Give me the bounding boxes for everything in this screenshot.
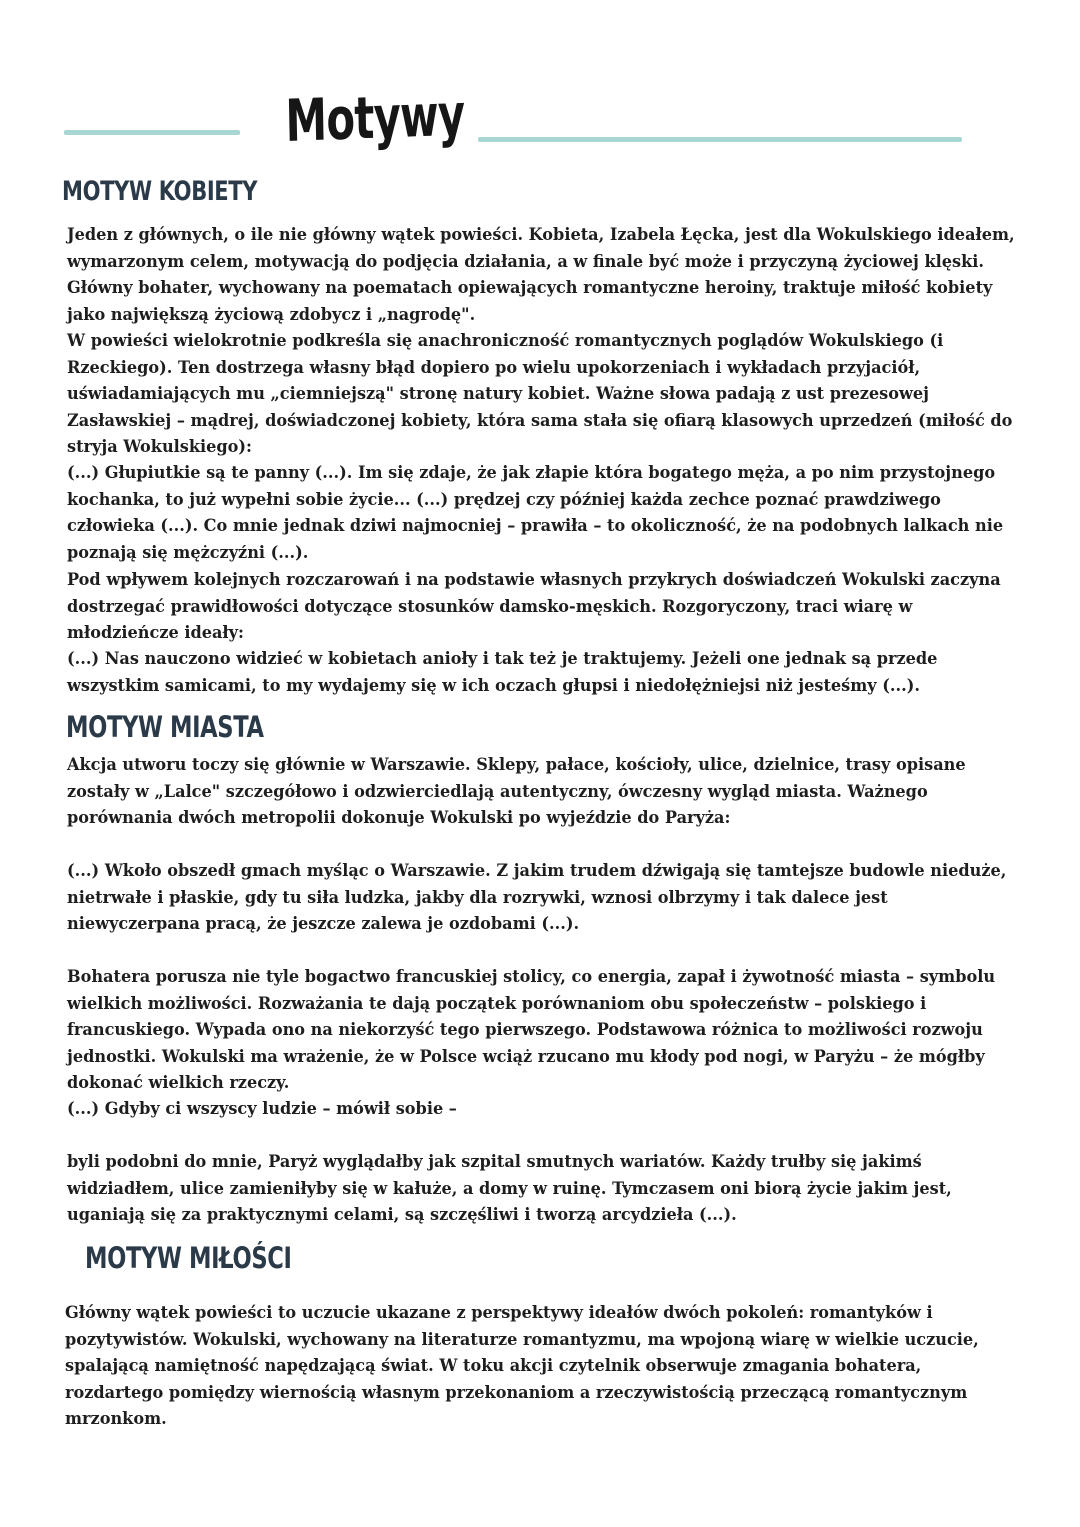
quote-paragraph: (...) Głupiutkie są te panny (...). Im się zdaje, że jak złapie która bogatego męża, a po nim przystojnego kochanka, to już wypełni sobie życie... (...) prędzej czy później każda zechce poznać prawdziwego człowieka (...). Co mnie jednak dziwi najmocniej – prawiła – to okoliczność, że na podobnych lalkach nie poznają się mężczyźni (...). [67,463,1004,563]
section-heading-milosci: MOTYW MIŁOŚCI [85,1241,292,1275]
paragraph: Główny wątek powieści to uczucie ukazane z perspektywy ideałów dwóch pokoleń: romantyków i pozytywistów. Wokulski, wychowany na literaturze romantyzmu, ma wpojoną wiarę w wielkie uczucie, spalającą namiętność napędzającą świat. W toku akcji czytelnik obserwuje zmagania bohatera, rozdartego pomiędzy wiernością własnym przekonaniom a rzeczywistością przeczącą romantycznym mrzonkom. [65,1303,979,1429]
paragraph: Bohatera porusza nie tyle bogactwo francuskiej stolicy, co energia, zapał i żywotność miasta – symbolu wielkich możliwości. Rozważania te dają początek porównaniom obu społeczeństw – polskiego i francuskiego. Wypada ono na niekorzyść tego pierwszego. Podstawowa różnica to możliwości rozwoju jednostki. Wokulski ma wrażenie, że w Polsce wciąż rzucano mu kłody pod nogi, w Paryżu – że mógłby dokonać wielkich rzeczy. [67,967,996,1093]
section-heading-kobiety: MOTYW KOBIETY [62,176,258,207]
quote-paragraph: (...) Gdyby ci wszyscy ludzie – mówił sobie – [67,1099,457,1119]
paragraph: Pod wpływem kolejnych rozczarowań i na podstawie własnych przykrych doświadczeń Wokulski zaczyna dostrzegać prawidłowości dotyczące stosunków damsko-męskich. Rozgoryczony, traci wiarę w młodzieńcze ideały: [67,570,1001,643]
title-rule-left [64,130,240,135]
paragraph: W powieści wielokrotnie podkreśla się anachroniczność romantycznych poglądów Wokulskiego (i Rzeckiego). Ten dostrzega własny błąd dopiero po wielu upokorzeniach i wykładach przyjaciół, uświadamiających mu „ciemniejszą" stronę natury kobiet. Ważne słowa padają z ust prezesowej Zasławskiej – mądrej, doświadczonej kobiety, która sama stała się ofiarą klasowych uprzedzeń (miłość do stryja Wokulskiego): [67,331,1013,457]
quote-paragraph: byli podobni do mnie, Paryż wyglądałby jak szpital smutnych wariatów. Każdy trułby się jakimś widziadłem, ulice zamieniłyby się w kałuże, a domy w ruinę. Tymczasem oni biorą życie jakim jest, uganiają się za praktycznymi celami, są szczęśliwi i tworzą arcydzieła (...). [67,1152,952,1225]
page-title: Motywy [284,80,466,155]
paragraph: Akcja utworu toczy się głównie w Warszawie. Sklepy, pałace, kościoły, ulice, dzielnice, trasy opisane zostały w „Lalce" szczegółowo i odzwierciedlają autentyczny, ówczesny wygląd miasta. Ważnego porównania dwóch metropolii dokonuje Wokulski po wyjeździe do Paryża: [67,755,966,828]
quote-paragraph: (...) Wkoło obszedł gmach myśląc o Warszawie. Z jakim trudem dźwigają się tamtejsze budowle nieduże, nietrwałe i płaskie, gdy tu siła ludzka, jakby dla rozrywki, wznosi olbrzymy i tak dalece jest niewyczerpana pracą, że jeszcze zalewa je ozdobami (...). [67,861,1007,934]
section-heading-miasta: MOTYW MIASTA [66,710,264,744]
title-rule-right [478,137,962,142]
paragraph: Jeden z głównych, o ile nie główny wątek powieści. Kobieta, Izabela Łęcka, jest dla Wokulskiego ideałem, wymarzonym celem, motywacją do podjęcia działania, a w finale być może i przyczyną życiowej klęski. Główny bohater, wychowany na poematach opiewających romantyczne heroiny, traktuje miłość kobiety jako największą życiową zdobycz i „nagrodę". [67,225,1015,325]
quote-paragraph: (...) Nas nauczono widzieć w kobietach anioły i tak też je traktujemy. Jeżeli one jednak są przede wszystkim samicami, to my wydajemy się w ich oczach głupsi i niedołężniejsi niż jesteśmy (...). [67,649,938,696]
